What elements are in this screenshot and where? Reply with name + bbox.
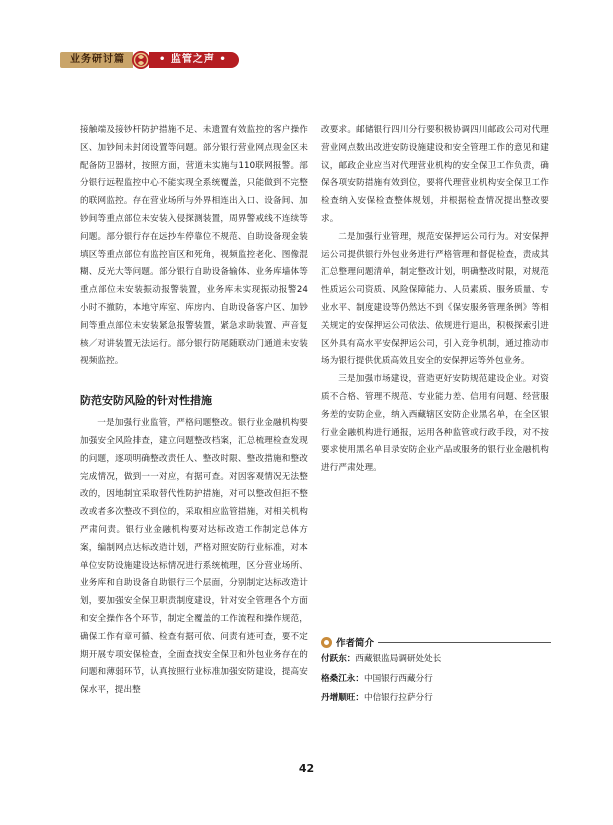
author-name: 丹增顺旺：: [321, 693, 364, 703]
header-column-label: • 监管之声 •: [149, 52, 239, 68]
body-paragraph: 一是加强行业监管，严格问题整改。银行业金融机构要加强安全风险排查，建立问题整改档案，汇总梳理检查发现的问题，逐项明确整改责任人、整改时限、整改措施和整改完成情况，做到一一对应，有据可查。对因客观情况无法整改的，因地制宜采取替代性防护措施，对可以整改但拒不整改或者多次整改不到位的，采取相应监管措施，对相关机构严肃问责。银行业金融机构要对达标改造工作制定总体方案，编制网点达标改造计划，严格对照安防行业标准，对本单位安防设施建设达标情况进行系统梳理，区分营业场所、业务库和自助设备自助银行三个层面，分别制定达标改造计划，要加强安全保卫职责制度建设，针对安全管理各个方面和安全操作各个环节，制定全覆盖的工作流程和操作规范，确保工作有章可循、检查有据可依、问责有迹可查，要不定期开展专项安保检查，全面查找安全保卫和外包业务存在的问题和薄弱环节，认真按照行业标准加强安防建设，提高安保水平，提出整: [80, 418, 308, 696]
section-heading: 防范安防风险的针对性措施: [80, 394, 212, 408]
page-number: 42: [298, 762, 315, 775]
author-role: 中国银行西藏分行: [363, 673, 433, 684]
author-name: 格桑江永：: [321, 673, 364, 684]
bullet-circle-icon: [321, 637, 332, 648]
author-role: 西藏银监局调研处处长: [355, 654, 442, 664]
author-line: [321, 689, 551, 709]
author-box-title: 作者简介: [336, 638, 375, 649]
author-box-header: [321, 634, 551, 650]
author-line: [321, 650, 551, 670]
left-column: [80, 122, 308, 700]
page-header: [60, 48, 239, 72]
author-name: 付跃东：: [321, 654, 356, 664]
brand-logo-icon: [131, 48, 151, 72]
author-info-box: [321, 634, 551, 709]
body-paragraph: 三是加强市场建设，营造更好安防规范建设企业。对资质不合格、管理不规范、专业能力差、信用有问题、经营服务差的安防企业，纳入西藏辖区安防企业黑名单，在全区银行业金融机构进行通报，运用各种监管或行政手段，对不按要求使用黑名单目录安防企业产品或服务的银行业金融机构进行严肃处理。: [321, 374, 549, 474]
body-paragraph: 改要求。邮储银行四川分行要积极协调四川邮政公司对代理营业网点数出改进安防设施建设和安全管理工作的意见和建议，邮政企业应当对代理营业机构的安全保卫工作负责，确保各项安防措施有效到位，要将代理营业机构安全保卫工作检查纳入安保检查整体规划，并根据检查情况提出整改要求。: [321, 125, 549, 224]
body-paragraph: 接触端及接钞杆防护措施不足、未遗置有效监控的客户操作区、加钞间未封闭设置等问题。部分银行营业网点现金区未配备防卫器材，按照方面，营道未实施与110联网报警。部分银行远程监控中心不能实现全系统覆盖，只能做到不完整的联网监控。存在营业场所与外界相连出入口、设备间、加钞间等重点部位未安装入侵探测装置，周界警戒线不连续等问题。部分银行存在远抄车停靠位不规范、自助设备现金装填区等重点部位有监控盲区和死角，视频监控老化、图像混糊、反光大等问题。部分银行自助设备输体、业务库墙体等重点部位未安装振动报警装置，业务库未实现振动报警24小时不撤防，本地守库室、库房内、自助设备客户区、加钞间等重点部位未安装紧急报警装置，紧急求助装置、声音复核／对讲装置无法运行。部分银行防尾随联动门通道未安装视频监控。: [80, 125, 308, 367]
divider: [378, 642, 551, 643]
author-role: 中信银行拉萨分行: [363, 693, 433, 703]
author-line: [321, 670, 551, 690]
header-section-label: 业务研讨篇: [60, 52, 133, 68]
body-paragraph: 二是加强行业管理，规范安保押运公司行为。对安保押运公司提供银行外包业务进行严格管理和督促检查，责成其汇总整理问题清单，制定整改计划，明确整改时限，对规范性质运公司资质、风险保障能力、人员素质、服务质量、专业水平、制度建设等仍然达不到《保安服务管理条例》等相关规定的安保押运公司依法、依规进行退出，积极探索引进区外具有高水平安保押运公司，引入竞争机制，通过推动市场为银行提供优质高效且安全的安保押运等外包业务。: [321, 231, 549, 367]
right-column: [321, 122, 549, 478]
